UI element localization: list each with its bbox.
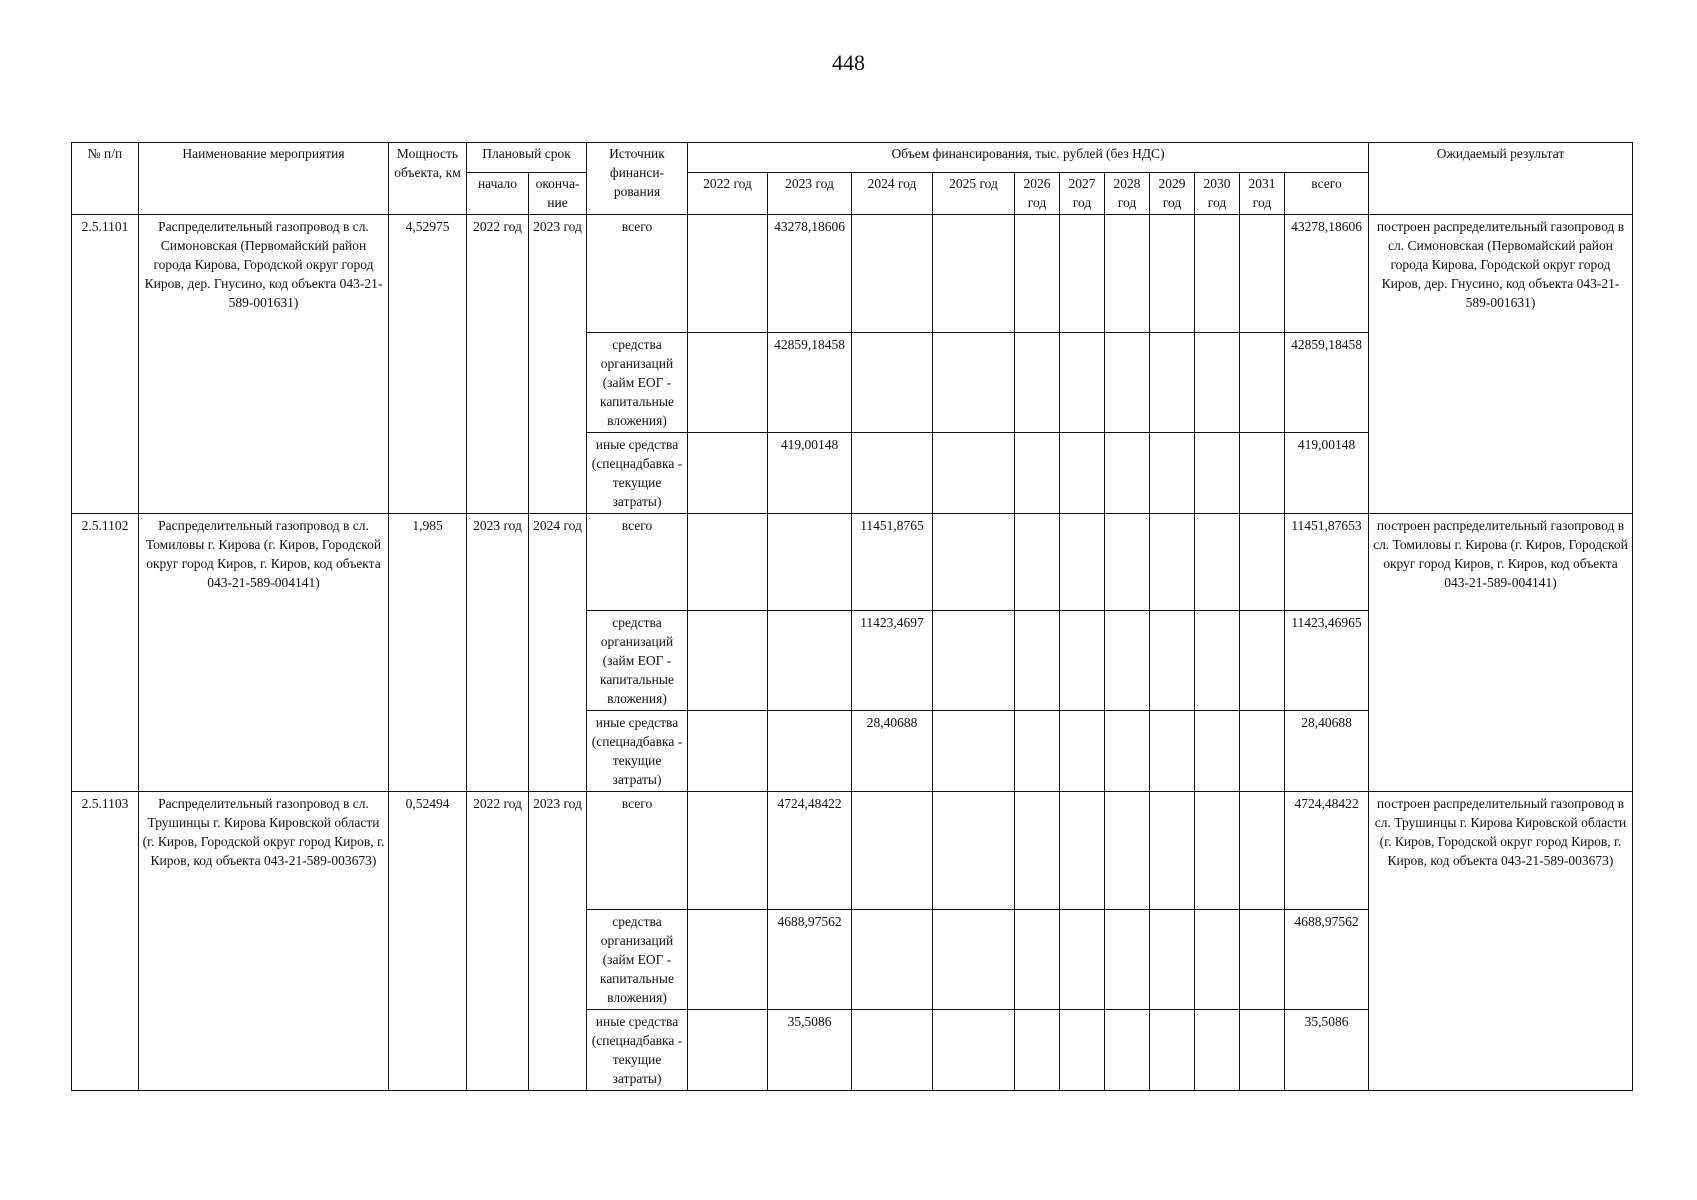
value-cell: 11451,8765 xyxy=(852,514,933,611)
value-cell xyxy=(768,711,852,792)
value-cell xyxy=(1105,514,1150,611)
total-cell: 43278,18606 xyxy=(1285,215,1369,333)
value-cell xyxy=(688,792,768,910)
row-result: построен распределительный газопровод в сл. Симоновская (Первомайский район города Кирова, Городской округ город Киров, дер. Гнусино, код объекта 043-21-589-001631) xyxy=(1369,215,1633,514)
value-cell: 42859,18458 xyxy=(768,333,852,433)
value-cell xyxy=(933,910,1015,1010)
header-year-2029: 2029 год xyxy=(1150,173,1195,215)
total-cell: 11451,87653 xyxy=(1285,514,1369,611)
value-cell xyxy=(933,333,1015,433)
value-cell xyxy=(768,611,852,711)
source-label: всего xyxy=(587,215,688,333)
header-source: Источник финанси-рования xyxy=(587,143,688,215)
value-cell xyxy=(1060,433,1105,514)
row-start: 2022 год xyxy=(467,215,529,514)
value-cell xyxy=(688,910,768,1010)
total-cell: 35,5086 xyxy=(1285,1010,1369,1091)
row-end: 2023 год xyxy=(529,792,587,1091)
value-cell xyxy=(1240,910,1285,1010)
row-result: построен распределительный газопровод в сл. Томиловы г. Кирова (г. Киров, Городской округ город Киров, г. Киров, код объекта 043-21-589-004141) xyxy=(1369,514,1633,792)
value-cell xyxy=(1195,514,1240,611)
value-cell xyxy=(1240,433,1285,514)
source-label: иные средства (спецнадбавка - текущие затраты) xyxy=(587,433,688,514)
value-cell xyxy=(1105,611,1150,711)
value-cell: 4724,48422 xyxy=(768,792,852,910)
value-cell xyxy=(1150,711,1195,792)
value-cell xyxy=(1195,792,1240,910)
header-year-2024: 2024 год xyxy=(852,173,933,215)
value-cell xyxy=(933,792,1015,910)
value-cell xyxy=(1195,1010,1240,1091)
value-cell xyxy=(1105,333,1150,433)
total-cell: 4724,48422 xyxy=(1285,792,1369,910)
row-name: Распределительный газопровод в сл. Томиловы г. Кирова (г. Киров, Городской округ город Киров, г. Киров, код объекта 043-21-589-004141) xyxy=(139,514,389,792)
row-num: 2.5.1102 xyxy=(72,514,139,792)
value-cell xyxy=(1240,215,1285,333)
source-label: средства организаций (займ ЕОГ - капитальные вложения) xyxy=(587,333,688,433)
value-cell xyxy=(1015,611,1060,711)
value-cell xyxy=(1015,1010,1060,1091)
header-num: № п/п xyxy=(72,143,139,215)
row-num: 2.5.1101 xyxy=(72,215,139,514)
source-label: всего xyxy=(587,514,688,611)
page-number: 448 xyxy=(832,50,865,75)
value-cell: 28,40688 xyxy=(852,711,933,792)
financing-table xyxy=(71,142,1633,1091)
value-cell xyxy=(688,215,768,333)
value-cell xyxy=(1150,433,1195,514)
row-end: 2024 год xyxy=(529,514,587,792)
value-cell xyxy=(933,711,1015,792)
value-cell xyxy=(1060,1010,1105,1091)
value-cell xyxy=(1150,333,1195,433)
value-cell xyxy=(1195,333,1240,433)
row-capacity: 4,52975 xyxy=(389,215,467,514)
source-label: средства организаций (займ ЕОГ - капитальные вложения) xyxy=(587,611,688,711)
header-financing: Объем финансирования, тыс. рублей (без НДС) xyxy=(688,143,1369,173)
source-label: средства организаций (займ ЕОГ - капитальные вложения) xyxy=(587,910,688,1010)
total-cell: 28,40688 xyxy=(1285,711,1369,792)
value-cell xyxy=(1240,1010,1285,1091)
header-end: оконча-ние xyxy=(529,173,587,215)
value-cell xyxy=(1060,333,1105,433)
header-start: начало xyxy=(467,173,529,215)
value-cell xyxy=(1240,611,1285,711)
header-year-2030: 2030 год xyxy=(1195,173,1240,215)
row-num: 2.5.1103 xyxy=(72,792,139,1091)
value-cell xyxy=(852,215,933,333)
value-cell xyxy=(852,333,933,433)
header-result: Ожидаемый результат xyxy=(1369,143,1633,215)
total-cell: 11423,46965 xyxy=(1285,611,1369,711)
value-cell xyxy=(1015,215,1060,333)
total-cell: 419,00148 xyxy=(1285,433,1369,514)
value-cell xyxy=(688,611,768,711)
value-cell xyxy=(1195,215,1240,333)
value-cell xyxy=(933,215,1015,333)
header-year-2028: 2028 год xyxy=(1105,173,1150,215)
value-cell xyxy=(1195,433,1240,514)
value-cell: 11423,4697 xyxy=(852,611,933,711)
value-cell xyxy=(852,433,933,514)
row-start: 2023 год xyxy=(467,514,529,792)
value-cell xyxy=(1150,611,1195,711)
source-label: всего xyxy=(587,792,688,910)
value-cell: 43278,18606 xyxy=(768,215,852,333)
value-cell xyxy=(1015,333,1060,433)
header-year-2031: 2031 год xyxy=(1240,173,1285,215)
total-cell: 42859,18458 xyxy=(1285,333,1369,433)
value-cell xyxy=(1240,333,1285,433)
value-cell xyxy=(1105,1010,1150,1091)
row-capacity: 1,985 xyxy=(389,514,467,792)
value-cell xyxy=(1105,792,1150,910)
value-cell xyxy=(688,333,768,433)
value-cell xyxy=(1105,711,1150,792)
value-cell xyxy=(933,433,1015,514)
value-cell xyxy=(1015,711,1060,792)
value-cell xyxy=(1150,514,1195,611)
row-end: 2023 год xyxy=(529,215,587,514)
value-cell xyxy=(1105,910,1150,1010)
value-cell xyxy=(933,514,1015,611)
header-capacity: Мощность объекта, км xyxy=(389,143,467,215)
table-row xyxy=(72,792,1633,910)
value-cell xyxy=(1195,910,1240,1010)
value-cell xyxy=(688,433,768,514)
value-cell xyxy=(1060,215,1105,333)
value-cell xyxy=(852,792,933,910)
value-cell xyxy=(1105,433,1150,514)
value-cell xyxy=(1240,792,1285,910)
header-year-2023: 2023 год xyxy=(768,173,852,215)
value-cell xyxy=(688,711,768,792)
value-cell xyxy=(1060,910,1105,1010)
value-cell xyxy=(933,1010,1015,1091)
value-cell xyxy=(852,910,933,1010)
source-label: иные средства (спецнадбавка - текущие затраты) xyxy=(587,711,688,792)
table-row xyxy=(72,514,1633,611)
value-cell xyxy=(1060,792,1105,910)
value-cell xyxy=(1150,215,1195,333)
value-cell: 35,5086 xyxy=(768,1010,852,1091)
value-cell xyxy=(1195,611,1240,711)
value-cell xyxy=(688,514,768,611)
header-year-2022: 2022 год xyxy=(688,173,768,215)
header-year-2027: 2027 год xyxy=(1060,173,1105,215)
header-total: всего xyxy=(1285,173,1369,215)
value-cell xyxy=(1060,711,1105,792)
value-cell xyxy=(688,1010,768,1091)
value-cell: 419,00148 xyxy=(768,433,852,514)
value-cell xyxy=(1150,1010,1195,1091)
value-cell xyxy=(1060,611,1105,711)
row-capacity: 0,52494 xyxy=(389,792,467,1091)
row-result: построен распределительный газопровод в сл. Трушинцы г. Кирова Кировской области (г. Киров, Городской округ город Киров, г. Киров, код объекта 043-21-589-003673) xyxy=(1369,792,1633,1091)
value-cell xyxy=(852,1010,933,1091)
header-period: Плановый срок xyxy=(467,143,587,173)
row-name: Распределительный газопровод в сл. Трушинцы г. Кирова Кировской области (г. Киров, Городской округ город Киров, г. Киров, код объекта 043-21-589-003673) xyxy=(139,792,389,1091)
row-name: Распределительный газопровод в сл. Симоновская (Первомайский район города Кирова, Городской округ город Киров, дер. Гнусино, код объекта 043-21-589-001631) xyxy=(139,215,389,514)
row-start: 2022 год xyxy=(467,792,529,1091)
value-cell xyxy=(1240,711,1285,792)
value-cell xyxy=(1015,910,1060,1010)
value-cell xyxy=(1150,792,1195,910)
value-cell xyxy=(1195,711,1240,792)
value-cell xyxy=(1015,792,1060,910)
value-cell xyxy=(1240,514,1285,611)
header-year-2026: 2026 год xyxy=(1015,173,1060,215)
header-year-2025: 2025 год xyxy=(933,173,1015,215)
value-cell xyxy=(1015,433,1060,514)
value-cell xyxy=(1015,514,1060,611)
value-cell xyxy=(1150,910,1195,1010)
value-cell xyxy=(1105,215,1150,333)
total-cell: 4688,97562 xyxy=(1285,910,1369,1010)
header-name: Наименование мероприятия xyxy=(139,143,389,215)
table-row xyxy=(72,215,1633,333)
value-cell xyxy=(1060,514,1105,611)
value-cell xyxy=(933,611,1015,711)
source-label: иные средства (спецнадбавка - текущие затраты) xyxy=(587,1010,688,1091)
value-cell: 4688,97562 xyxy=(768,910,852,1010)
value-cell xyxy=(768,514,852,611)
